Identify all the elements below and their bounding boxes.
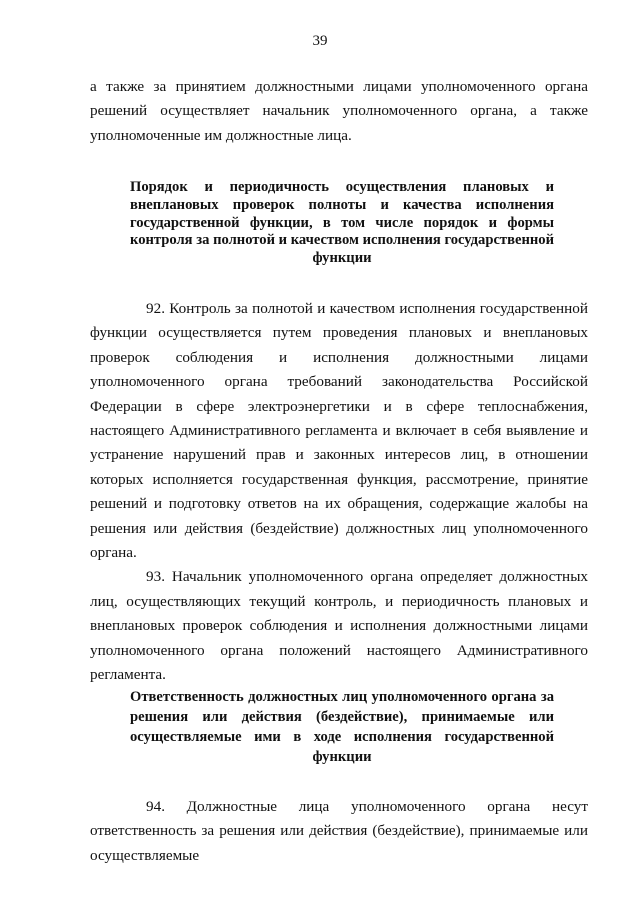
intro-paragraph-block bbox=[90, 75, 588, 148]
section-heading-responsibility: Ответственность должностных лиц уполномоченного органа за решения или действия (бездействие), принимаемые или осуществляемые ими в ходе исполнения государственной функции bbox=[130, 689, 554, 765]
main-paragraphs-block bbox=[90, 297, 588, 688]
paragraph-93: 93. Начальник уполномоченного органа определяет должностных лиц, осуществляющих текущий контроль, и периодичность плановых и внеплановых проверок соблюдения и исполнения должностными лицами уполномоченного органа положений настоящего Административного регламента. bbox=[90, 568, 588, 684]
page-number: 39 bbox=[312, 33, 328, 49]
paragraph-94: 94. Должностные лица уполномоченного органа несут ответственность за решения или действия (бездействие), принимаемые или осуществляемые bbox=[90, 798, 588, 864]
paragraph-92: 92. Контроль за полнотой и качеством исполнения государственной функции осуществляется путем проведения плановых и внеплановых проверок соблюдения и исполнения должностными лицами уполномоченного органа требований законодательства Российской Федерации в сфере электроэнергетики и в сфере теплоснабжения, настоящего Административного регламента и включает в себя выявление и устранение нарушений прав и законных интересов лиц, в отношении которых исполняется государственная функция, рассмотрение, принятие решений и подготовку ответов на их обращения, содержащие жалобы на решения или действия (бездействие) должностных лиц уполномоченного органа. bbox=[90, 300, 588, 562]
section-heading-inspections: Порядок и периодичность осуществления плановых и внеплановых проверок полноты и качества исполнения государственной функции, в том числе порядок и формы контроля за полнотой и качеством исполнения государственной функции bbox=[130, 179, 554, 267]
paragraph-94-block bbox=[90, 795, 588, 868]
intro-paragraph: а также за принятием должностными лицами уполномоченного органа решений осуществляет начальник уполномоченного органа, а также уполномоченные им должностные лица. bbox=[90, 78, 588, 144]
